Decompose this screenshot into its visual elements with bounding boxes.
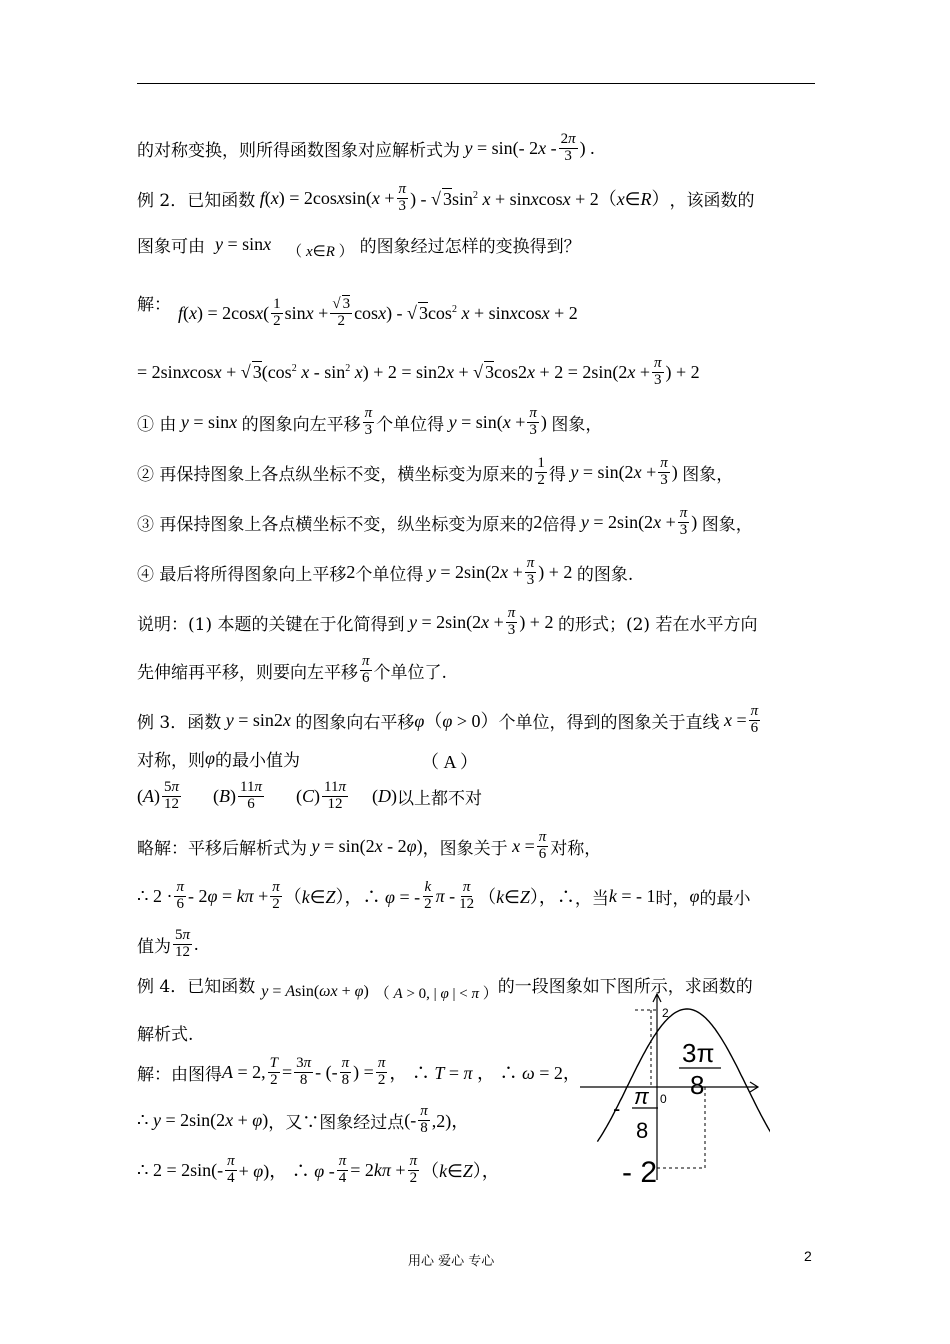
example-2-statement: 例 2．已知函数 f(x) = 2cosxsin(x + $\frac{\pi}{3}$ ) - √ $3\sin^2$ x + sinxcosx + 2（x∈R） ，该函数的 — [137, 180, 755, 214]
example-4-statement: 例 4．已知函数 y = Asin(ωx + φ) （ A > 0, | φ | < π ） 的一段图象如下图所示，求函数的 — [137, 976, 753, 1002]
page-footer: 用心 爱心 专心 — [408, 1254, 495, 1269]
step-4: ④ 最后将所得图象向上平移 2 个单位得 y = 2sin(2x + $\frac{\pi}{3}$ ) + 2 的图象. — [137, 554, 634, 588]
header-rule — [137, 83, 815, 84]
example-3-statement: 例 3．函数 y = sin2x 的图象向右平移 φ（φ > 0） 个单位，得到的图象关于直线 x = $\frac{\pi}{6}$ — [137, 702, 759, 736]
option-c: (C) — [295, 785, 320, 806]
sine-curve — [597, 1009, 770, 1142]
answer-bracket: （ A ） — [421, 752, 479, 772]
line-1: 的对称变换，则所得函数图象对应解析式为 y = sin(- 2x - $\frac{2\pi}{3}$ ) . — [137, 130, 595, 164]
formula: f(x) = 2cosxsin(x + — [259, 187, 395, 208]
example-4-solution-1: 解：由图得 A = 2, $\frac{T}{2}$ = $\frac{3\pi}{8}$ - (- $\frac{\pi}{8}$ ) = $\frac{\pi}{2}$ ， ∴ T = π ， ∴ ω = 2， — [137, 1054, 581, 1088]
pos-x-label-den: 8 — [690, 1070, 705, 1100]
neg-x-label-den: 8 — [636, 1118, 649, 1143]
fraction: $\frac{2\pi}{3}$ — [560, 130, 576, 164]
option-b: (B) — [213, 785, 237, 806]
y-max-label: 2 — [662, 1006, 669, 1020]
option-d: (D) — [371, 785, 397, 806]
note-line-2: 先伸缩再平移，则要向左平移 $\frac{\pi}{6}$ 个单位了. — [137, 652, 447, 686]
step-3: ③ 再保持图象上各点横坐标不变，纵坐标变为原来的 2 倍得 y = 2sin(2x + $\frac{\pi}{3}$ ) 图象， — [137, 504, 753, 538]
brief-solution-1: 略解：平移后解析式为 y = sin(2x - 2φ) ，图象关于 x = $\frac{\pi}{6}$ 对称， — [137, 828, 602, 862]
example-2-question: 图象可由 y = sinx （ x∈R ） 的图象经过怎样的变换得到？ — [137, 233, 581, 260]
example-4-solution-2: ∴ y = 2sin(2x + φ) ，又∵图象经过点 (- $\frac{\pi}{8}$ ,2)， — [137, 1102, 470, 1136]
neg-x-label-num: π — [634, 1084, 649, 1109]
pos-x-label-num: 3π — [682, 1038, 715, 1068]
note-line-1: 说明：(1) 本题的关键在于化简得到 y = 2sin(2x + $\frac{\pi}{3}$ ) + 2 的形式；(2) 若在水平方向 — [137, 604, 758, 638]
solution-formula-2: = 2sinxcosx + √ $3(\cos^2$ $x - \sin^2 x) + 2 = \sin 2x$ + √ 3cos2x + 2 = 2sin(2x + $\frac{\pi}{3}$ ) + 2 — [137, 354, 700, 388]
step-2: ② 再保持图象上各点纵坐标不变，横坐标变为原来的 $\frac{1}{2}$ 得 y = sin(2x + $\frac{\pi}{3}$ ) 图象， — [137, 454, 734, 488]
options: (A) $\frac{5\pi}{12}$ (B) $\frac{11\pi}{6}$ (C) $\frac{11\pi}{12}$ (D) 以上都不对 — [137, 778, 482, 812]
solution-formula-1: f(x) = 2cosx( $\frac{1}{2}$ sinx + $\frac{√ 3}{2}$ cosx) - √ $3\cos^2$ x + sinxcosx + 2 — [178, 295, 578, 329]
sine-graph — [580, 990, 770, 1190]
option-a: (A) — [137, 785, 160, 806]
step-1: ① 由 y = sinx 的图象向左平移 $\frac{\pi}{3}$ 个单位得 y = sin(x + $\frac{\pi}{3}$ ) 图象， — [137, 404, 603, 438]
min-label: - 2 — [622, 1156, 658, 1189]
formula: y = sin(- 2x - — [464, 137, 557, 158]
solution-label: 解： — [137, 294, 171, 315]
brief-solution-2: ∴ 2 · $\frac{\pi}{6}$ - 2φ = kπ + $\frac{\pi}{2}$ （k∈Z），∴ φ = - $\frac{k}{2}$ π - $\frac{\pi}{12}$ （k∈Z），∴ ，当 k = - 1 时， φ 的最小 — [137, 878, 751, 912]
example-4-solution-3: ∴ 2 = 2sin(- $\frac{\pi}{4}$ + φ)， ∴ φ - $\frac{\pi}{4}$ = 2kπ + $\frac{\pi}{2}$ （k∈Z）， — [137, 1152, 500, 1186]
page-number: 2 — [804, 1248, 812, 1264]
example-4-question: 解析式. — [137, 1024, 194, 1045]
brief-solution-3: 值为 $\frac{5\pi}{12}$ . — [137, 926, 199, 960]
origin-label: 0 — [660, 1092, 667, 1106]
neg-x-minus-sign: - — [613, 1096, 621, 1121]
example-3-question: 对称，则 φ 的最小值为 — [137, 747, 300, 771]
